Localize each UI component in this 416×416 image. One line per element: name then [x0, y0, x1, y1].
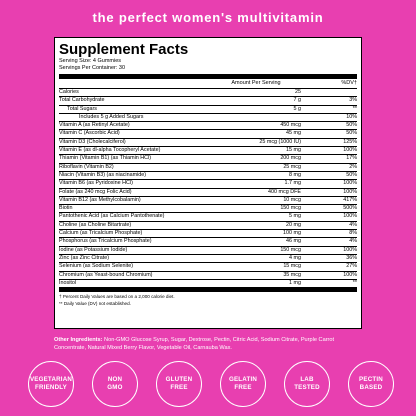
badge-line-2: FREE [170, 384, 188, 391]
nutrient-dv: 50% [346, 122, 357, 129]
nutrient-dv: 100% [343, 180, 357, 187]
nutrient-amount: 5 g [293, 105, 301, 112]
nutrient-name: Vitamin A (as Retinyl Acetate) [59, 122, 130, 129]
nutrient-amount: 8 mg [289, 171, 301, 178]
nutrient-amount: 100 mg [283, 230, 301, 237]
nutrient-row [59, 180, 357, 188]
nutrient-row [59, 172, 357, 180]
nutrient-amount: 25 mcg [283, 163, 301, 170]
badge-line-1: NON [107, 376, 123, 383]
nutrient-row [59, 272, 357, 280]
nutrient-dv: 4% [349, 221, 357, 228]
badge-line-1: PECTIN [359, 376, 383, 383]
badge-line-2: BASED [359, 384, 383, 391]
nutrient-dv: 36% [346, 254, 357, 261]
nutrient-name: Calcium (as Tricalcium Phosphate) [59, 230, 143, 237]
badge-line-2: GMO [107, 384, 123, 391]
nutrient-name: Chromium (as Yeast-bound Chromium) [59, 271, 153, 278]
badge [28, 361, 74, 407]
nutrient-row [59, 89, 357, 97]
badge [92, 361, 138, 407]
badge-line-1: GELATIN [228, 376, 258, 383]
nutrient-row [59, 155, 357, 163]
nutrient-name: Includes 5 g Added Sugars [79, 113, 144, 120]
nutrient-amount: 10 mcg [283, 196, 301, 203]
nutrient-amount: 450 mcg [280, 122, 301, 129]
nutrient-dv: ** [352, 105, 357, 112]
other-ingredients [54, 336, 364, 352]
badge [156, 361, 202, 407]
nutrient-name: Biotin [59, 205, 73, 212]
servings-per-container: Servings Per Container: 30 [59, 65, 126, 71]
nutrient-row [59, 139, 357, 147]
badge-line-2: FRIENDLY [35, 384, 67, 391]
nutrient-amount: 4 mg [289, 254, 301, 261]
nutrient-name: Thiamin (Vitamin B1) (as Thiamin HCl) [59, 155, 152, 162]
nutrient-dv: 100% [343, 147, 357, 154]
nutrient-name: Folate (as 240 mcg Folic Acid) [59, 188, 132, 195]
nutrient-amount: 15 mg [286, 147, 301, 154]
nutrient-amount: 45 mg [286, 130, 301, 137]
nutrient-amount: 15 mcg [283, 263, 301, 270]
nutrient-row [59, 247, 357, 255]
nutrient-amount: 7 g [293, 97, 301, 104]
nutrient-row [59, 230, 357, 238]
nutrient-row [59, 189, 357, 197]
nutrient-row [59, 222, 357, 230]
nutrient-name: Calories [59, 89, 79, 95]
badge-line-1: GLUTEN [165, 376, 193, 383]
nutrient-row [59, 238, 357, 246]
nutrient-name: Total Carbohydrate [59, 97, 105, 104]
nutrient-dv: 8% [349, 230, 357, 237]
nutrient-dv: 50% [346, 171, 357, 178]
badge-line-1: LAB [300, 376, 314, 383]
nutrient-row [59, 255, 357, 263]
badge-line-1: VEGETARIAN [29, 376, 73, 383]
nutrient-name: Vitamin C (Ascorbic Acid) [59, 130, 120, 137]
col-amount-header: Amount Per Serving [231, 80, 281, 86]
nutrient-amount: 200 mcg [280, 155, 301, 162]
nutrient-dv: 500% [343, 205, 357, 212]
nutrient-amount: 150 mcg [280, 246, 301, 253]
nutrient-dv: 125% [343, 138, 357, 145]
nutrient-dv: 100% [343, 188, 357, 195]
nutrient-amount: 46 mg [286, 238, 301, 245]
column-header [59, 79, 357, 89]
nutrient-row [59, 106, 357, 114]
nutrient-amount: 35 mcg [283, 271, 301, 278]
nutrient-row [59, 197, 357, 205]
nutrient-dv: 10% [346, 113, 357, 120]
nutrient-name: Vitamin B12 (as Methylcobalamin) [59, 196, 141, 203]
nutrient-amount: 150 mcg [280, 205, 301, 212]
nutrient-amount: 400 mcg DFE [268, 188, 301, 195]
ingredients-text: Non-GMO Glucose Syrup, Sugar, Dextrose, Pectin, Citric Acid, Sodium Citrate, Purple Carrot Concentrate, Natural Mixed Berry Flavor, Vegetable Oil, Carnauba Wax. [54, 337, 335, 351]
nutrient-dv: 417% [343, 196, 357, 203]
nutrient-name: Vitamin D3 (Cholecalciferol) [59, 138, 126, 145]
badge [220, 361, 266, 407]
nutrient-row [59, 97, 357, 105]
supplement-facts-panel [54, 37, 362, 329]
badge-line-2: FREE [234, 384, 252, 391]
serving-size: Serving Size: 4 Gummies [59, 58, 122, 64]
nutrient-name: Vitamin B6 (as Pyridoxine HCl) [59, 180, 133, 187]
nutrient-name: Iodine (as Potassium Iodide) [59, 246, 128, 253]
nutrient-row [59, 122, 357, 130]
badge-row [18, 361, 400, 409]
panel-title: Supplement Facts [59, 41, 189, 58]
nutrient-row [59, 263, 357, 271]
nutrient-amount: 20 mg [286, 221, 301, 228]
headline: the perfect women's multivitamin [92, 10, 324, 25]
nutrient-dv [315, 89, 357, 96]
col-dv-header: %DV† [341, 80, 357, 86]
footnote-not-established: ** Daily Value (DV) not established. [59, 300, 131, 306]
nutrient-row [59, 130, 357, 138]
nutrient-row [59, 164, 357, 172]
nutrient-name: Phosphorus (as Tricalcium Phosphate) [59, 238, 152, 245]
ingredients-label: Other Ingredients: [54, 337, 103, 343]
nutrient-name: Inositol [59, 279, 77, 286]
nutrient-rows [59, 89, 357, 292]
nutrient-amount: 5 mg [289, 213, 301, 220]
nutrient-dv: 50% [346, 130, 357, 137]
badge-line-2: TESTED [294, 384, 320, 391]
nutrient-amount: 25 mcg (1000 IU) [259, 138, 301, 145]
nutrient-name: Choline (as Choline Bitartrate) [59, 221, 132, 228]
nutrient-name: Niacin (Vitamin B3) (as niacinamide) [59, 171, 147, 178]
nutrient-row [59, 114, 357, 122]
nutrient-name: Selenium (as Sodium Selenite) [59, 263, 134, 270]
nutrient-amount: 25 [295, 89, 301, 95]
nutrient-dv: 100% [343, 213, 357, 220]
nutrient-amount [235, 114, 315, 121]
nutrient-dv: 17% [346, 155, 357, 162]
nutrient-dv: ** [352, 279, 357, 286]
nutrient-amount: 1.7 mg [284, 180, 301, 187]
nutrient-dv: 100% [343, 271, 357, 278]
nutrient-name: Zinc (as Zinc Citrate) [59, 254, 110, 261]
nutrient-dv: 4% [349, 238, 357, 245]
footnote-dv: † Percent Daily Values are based on a 2,000 calorie diet. [59, 294, 175, 300]
badge [348, 361, 394, 407]
nutrient-dv: 2% [349, 163, 357, 170]
nutrient-row [59, 147, 357, 155]
badge [284, 361, 330, 407]
nutrient-name: Vitamin E (as dl-alpha Tocopheryl Acetate) [59, 147, 161, 154]
nutrient-row [59, 280, 357, 292]
nutrient-row [59, 213, 357, 221]
footnotes [59, 292, 357, 307]
nutrient-name: Riboflavin (Vitamin B2) [59, 163, 114, 170]
nutrient-amount: 1 mg [289, 279, 301, 286]
nutrient-name: Pantothenic Acid (as Calcium Pantothenate) [59, 213, 165, 220]
nutrient-dv: 100% [343, 246, 357, 253]
nutrient-name: Total Sugars [67, 105, 97, 112]
nutrient-dv: 3% [349, 97, 357, 104]
nutrient-dv: 27% [346, 263, 357, 270]
nutrient-row [59, 205, 357, 213]
